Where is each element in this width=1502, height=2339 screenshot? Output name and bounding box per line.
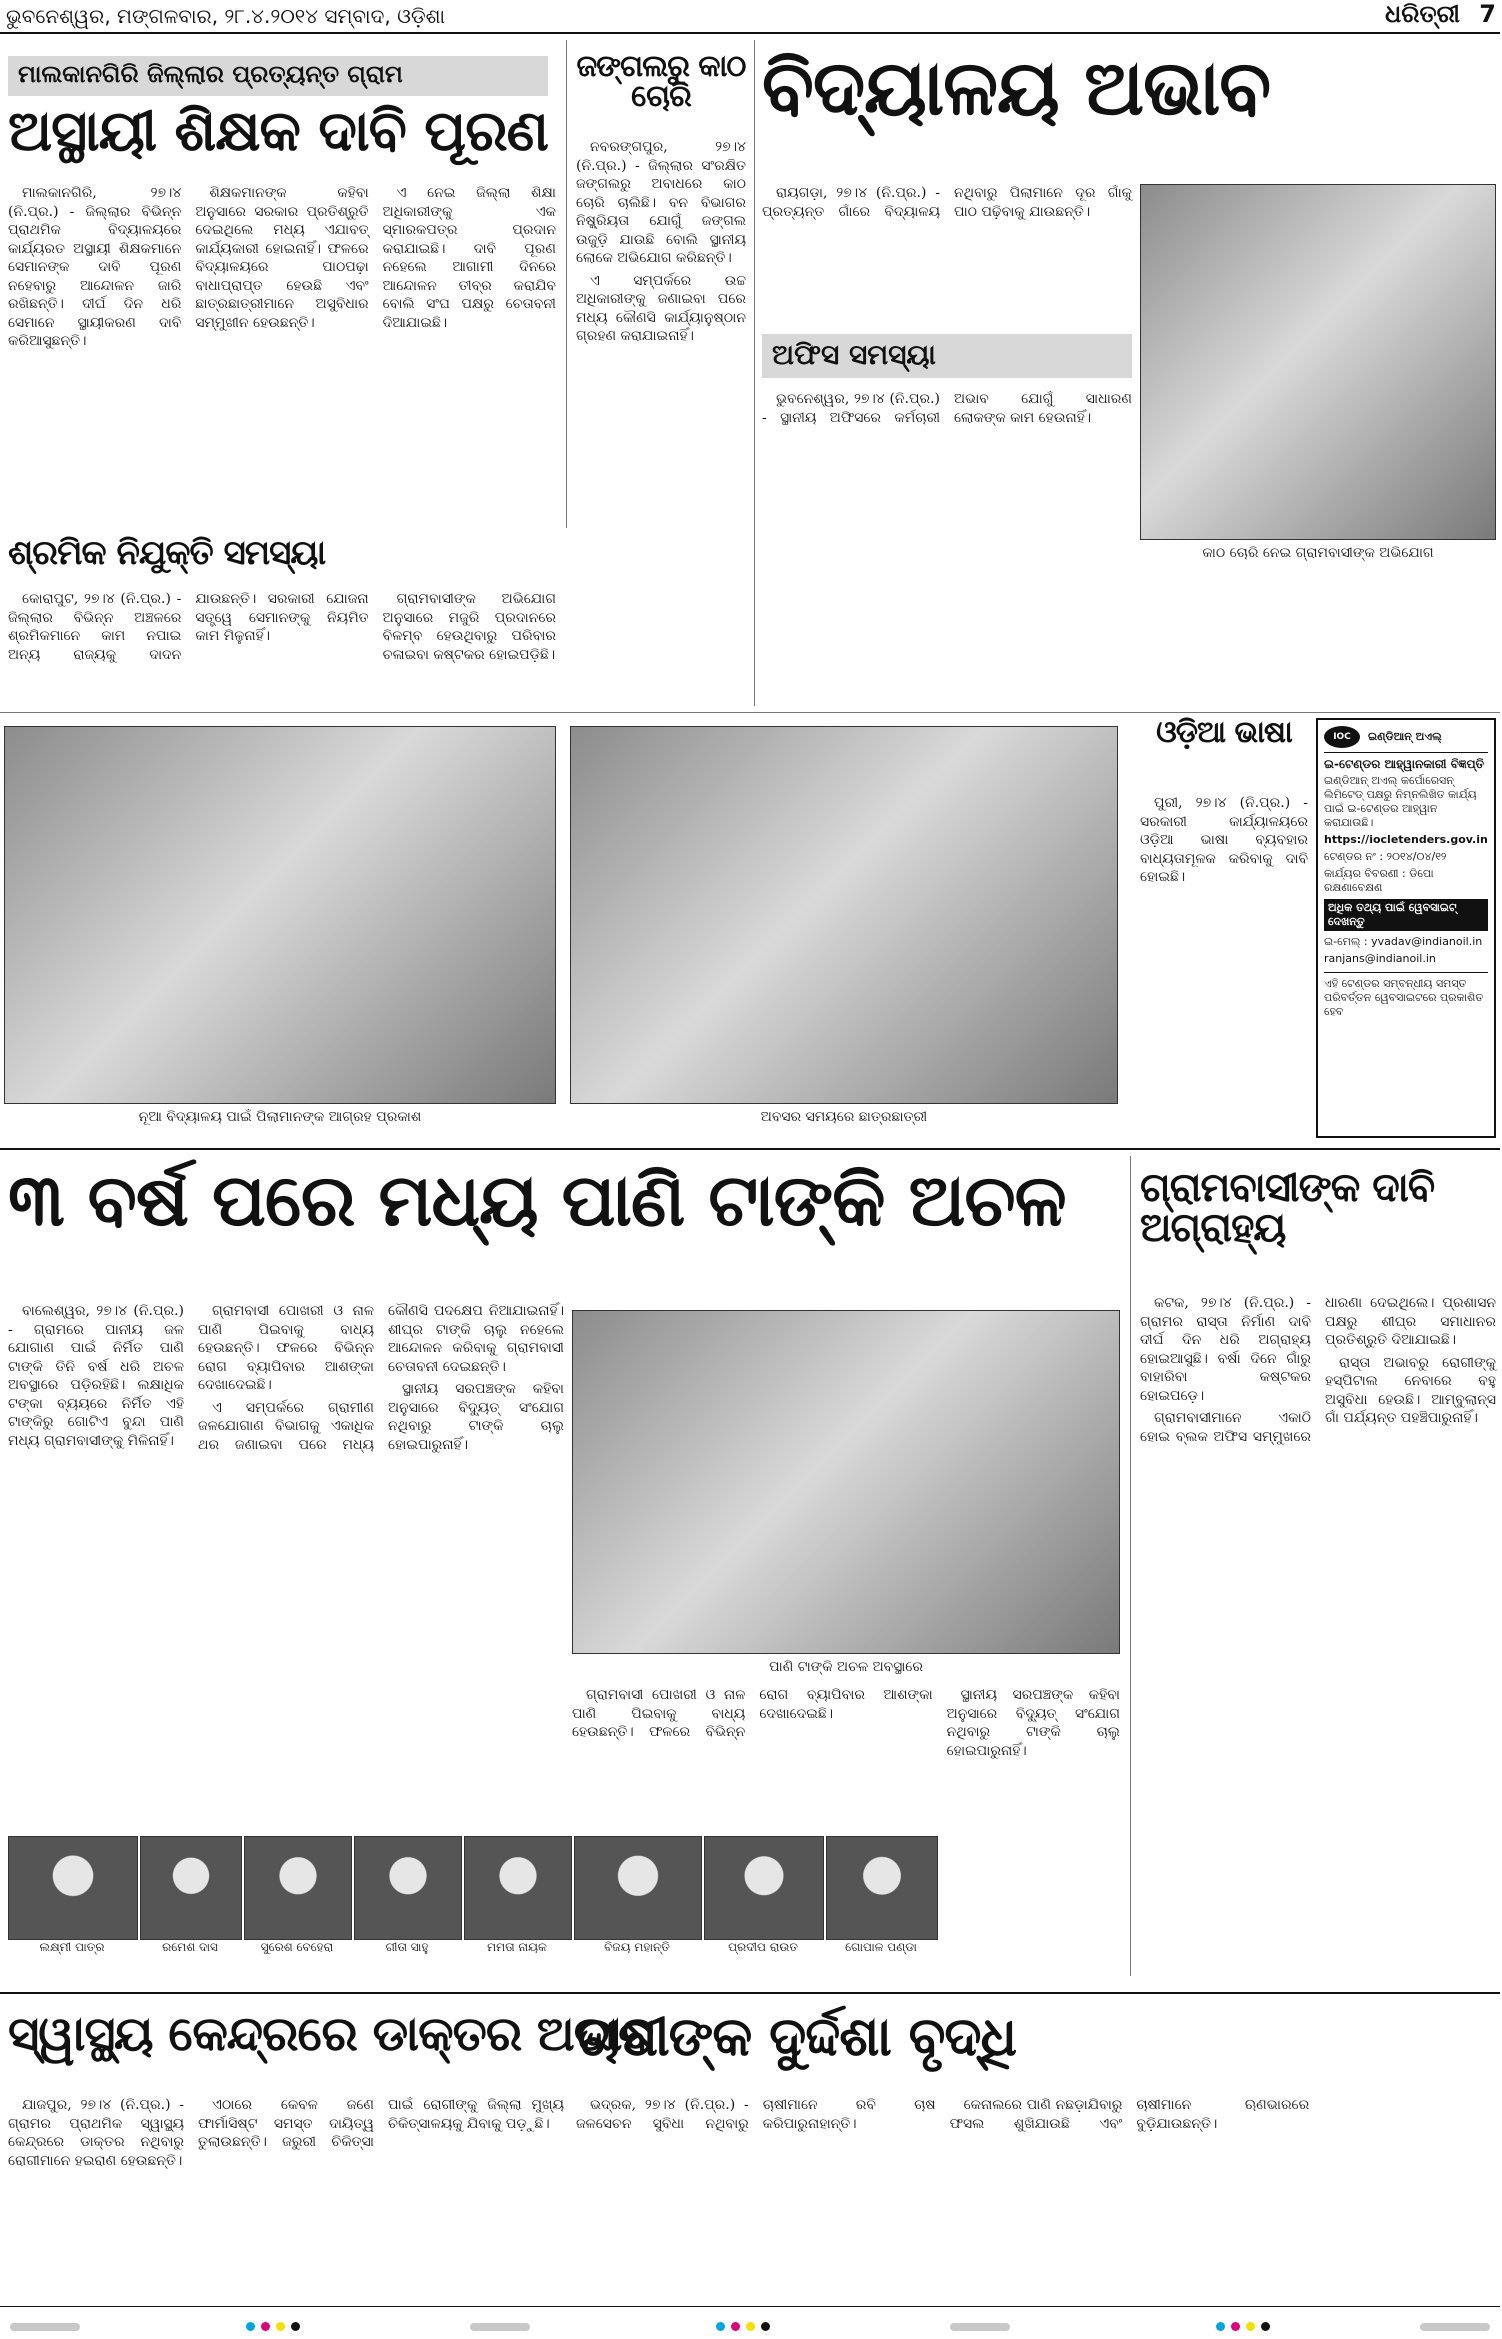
paragraph: ଭୁବନେଶ୍ୱର, ୨୭।୪ (ନି.ପ୍ର.) - ସ୍ଥାନୀୟ ଅଫିସରେ କର୍ମଚାରୀ ଅଭାବ ଯୋଗୁଁ ସାଧାରଣ ଲୋକଙ୍କ କାମ ହେଉନାହିଁ।: [762, 391, 1132, 426]
tender-ad-footer: ଏହି ଟେଣ୍ଡର ସମ୍ବନ୍ଧୀୟ ସମସ୍ତ ପରିବର୍ତ୍ତନ ୱେବସାଇଟରେ ପ୍ରକାଶିତ ହେବ: [1324, 972, 1488, 1019]
portrait-photo: [8, 1836, 138, 1940]
tender-ad-bar: ଅଧିକ ତଥ୍ୟ ପାଇଁ ୱେବସାଇଟ୍ ଦେଖନ୍ତୁ: [1324, 899, 1488, 931]
paragraph: ଏ ନେଇ ଜିଲ୍ଲା ଶିକ୍ଷା ଅଧିକାରୀଙ୍କୁ ଏକ ସ୍ମାରକପତ୍ର ପ୍ରଦାନ କରାଯାଇଛି। ଦାବି ପୂରଣ ନହେଲେ ଆଗାମୀ ଦିନରେ ଆନ୍ଦୋଳନ ତୀବ୍ର କରାଯିବ ବୋଲି ସଂଘ ପକ୍ଷରୁ ଚେତାବନୀ ଦିଆଯାଇଛି।: [382, 185, 556, 331]
section-rule: [0, 712, 1500, 713]
portrait-name: ପ୍ରଦୀପ ରାଉତ: [728, 1940, 798, 1954]
tender-ad-email[interactable]: ଇ-ମେଲ୍ : yvadav@indianoil.in: [1324, 935, 1483, 948]
header-dateline: ଭୁବନେଶ୍ୱର, ମଙ୍ଗଳବାର, ୨୮.୪.୨୦୧୪ ସମ୍ବାଦ, ଓଡ଼ିଶା: [6, 4, 446, 28]
water-tank-caption: ପାଣି ଟାଙ୍କି ଅଚଳ ଅବସ୍ଥାରେ: [769, 1659, 923, 1675]
wood-photo: [1140, 184, 1496, 540]
paragraph: ପୁରୀ, ୨୭।୪ (ନି.ପ୍ର.) - ସରକାରୀ କାର୍ଯ୍ୟାଳୟରେ ଓଡ଼ିଆ ଭାଷା ବ୍ୟବହାର ବାଧ୍ୟତାମୂଳକ କରିବାକୁ ଦାବି ହୋଇଛି।: [1140, 795, 1308, 885]
yellow-mark: [276, 2322, 285, 2331]
tender-ad-line: ଇଣ୍ଡିଆନ୍ ଅଏଲ୍ କର୍ପୋରେସନ୍ ଲିମିଟେଡ୍ ପକ୍ଷରୁ ନିମ୍ନଲିଖିତ କାର୍ଯ୍ୟ ପାଇଁ ଇ-ଟେଣ୍ଡର ଆହ୍ୱାନ କରାଯାଉଛି।: [1324, 774, 1477, 829]
wood-photo-caption: କାଠ ଚୋରି ନେଇ ଗ୍ରାମବାସୀଙ୍କ ଅଭିଯୋଗ: [1202, 545, 1434, 561]
paragraph: କଟକ, ୨୭।୪ (ନି.ପ୍ର.) - ଗ୍ରାମର ରାସ୍ତା ନିର୍ମାଣ ଦାବି ଦୀର୍ଘ ଦିନ ଧରି ଅଗ୍ରାହ୍ୟ ହୋଇଆସୁଛି। ବର୍ଷା ଦିନେ ଗାଁରୁ ବାହାରିବା କଷ୍ଟକର ହୋଇପଡ଼େ।: [1140, 1295, 1311, 1404]
paragraph: କେନାଲରେ ପାଣି ନଛଡ଼ାଯିବାରୁ ଫସଲ ଶୁଖିଯାଉଛି ଏବଂ ଚାଷୀମାନେ ଋଣଭାରରେ ବୁଡ଼ିଯାଉଛନ୍ତି।: [949, 2097, 1310, 2132]
tender-ad-brand-name: ଇଣ୍ଡିଆନ୍ ଅଏଲ୍: [1368, 730, 1442, 743]
story1-body: [8, 184, 556, 520]
page-number: 7: [1479, 0, 1496, 28]
portrait-name: ରମେଶ ଦାସ: [162, 1940, 218, 1954]
column-rule: [754, 40, 755, 706]
paragraph: ଗ୍ରାମବାସୀ ପୋଖରୀ ଓ ନାଳ ପାଣି ପିଇବାକୁ ବାଧ୍ୟ ହେଉଛନ୍ତି। ଫଳରେ ବିଭିନ୍ନ ରୋଗ ବ୍ୟାପିବାର ଆଶଙ୍କା ଦେଖାଦେଇଛି।: [572, 1687, 933, 1740]
portrait-name: ସୁରେଶ ବେହେରା: [260, 1940, 334, 1954]
header-rule: [0, 32, 1500, 34]
paragraph: ରାୟଗଡ଼ା, ୨୭।୪ (ନି.ପ୍ର.) - ପ୍ରତ୍ୟନ୍ତ ଗାଁରେ ବିଦ୍ୟାଳୟ ନଥିବାରୁ ପିଲାମାନେ ଦୂର ଗାଁକୁ ପାଠ ପଢ଼ିବାକୁ ଯାଉଛନ୍ତି।: [762, 185, 1132, 220]
portrait-photo: [244, 1836, 352, 1940]
portrait-name: ଗୀତା ସାହୁ: [385, 1940, 429, 1954]
tender-ad-brand: [1324, 726, 1488, 753]
portrait-name: ଗୋପାଳ ପଣ୍ଡା: [845, 1940, 917, 1954]
cyan-mark: [716, 2322, 725, 2331]
registration-bar: [470, 2323, 530, 2331]
story4-headline: ବିଦ୍ୟାଳୟ ଅଭାବ: [762, 43, 1271, 132]
registration-bar: [1420, 2323, 1490, 2331]
registration-bar: [10, 2323, 80, 2331]
portrait-photo: [826, 1836, 938, 1940]
paragraph: ରାସ୍ତା ଅଭାବରୁ ରୋଗୀଙ୍କୁ ହସ୍ପିଟାଲ ନେବାରେ ବହୁ ଅସୁବିଧା ହେଉଛି। ଆମ୍ବୁଲାନ୍ସ ଗାଁ ପର୍ଯ୍ୟନ୍ତ ପହଞ୍ଚିପାରୁନାହିଁ।: [1325, 1354, 1496, 1426]
story6-body-right: [572, 1686, 1120, 1826]
paragraph: କୋରାପୁଟ, ୨୭।୪ (ନି.ପ୍ର.) - ଜିଲ୍ଲାର ବିଭିନ୍ନ ଅଞ୍ଚଳରେ ଶ୍ରମିକମାନେ କାମ ନପାଇ ଅନ୍ୟ ରାଜ୍ୟକୁ ଦାଦନ ଯାଉଛନ୍ତି। ସରକାରୀ ଯୋଜନା ସତ୍ତ୍ୱେ ସେମାନଙ୍କୁ ନିୟମିତ କାମ ମିଳୁନାହିଁ।: [8, 591, 369, 663]
story1-kicker: ମାଲକାନଗିରି ଜିଲ୍ଲାର ପ୍ରତ୍ୟନ୍ତ ଗ୍ରାମ: [8, 56, 548, 96]
paragraph: ଗ୍ରାମବାସୀଙ୍କ ଅଭିଯୋଗ ଅନୁସାରେ ମଜୁରି ପ୍ରଦାନରେ ବିଳମ୍ବ ହେଉଥିବାରୁ ପରିବାର ଚଳାଇବା କଷ୍ଟକର ହୋଇପଡ଼ିଛି।: [382, 591, 556, 663]
paragraph: ନବରଙ୍ଗପୁର, ୨୭।୪ (ନି.ପ୍ର.) - ଜିଲ୍ଲାର ସଂରକ୍ଷିତ ଜଙ୍ଗଲରୁ ଅବାଧରେ କାଠ ଚୋରି ଚାଲିଛି। ବନ ବିଭାଗର ନିଷ୍କ୍ରିୟତା ଯୋଗୁଁ ଜଙ୍ଗଲ ଉଜୁଡ଼ି ଯାଉଛି ବୋଲି ସ୍ଥାନୀୟ ଲୋକେ ଅଭିଯୋଗ କରିଛନ୍ତି।: [576, 139, 746, 266]
portrait-photo: [464, 1836, 572, 1940]
tender-ad: [1316, 718, 1496, 1138]
portrait-photo: [574, 1836, 702, 1940]
paragraph: ଶିକ୍ଷକମାନଙ୍କ କହିବା ଅନୁସାରେ ସରକାର ପ୍ରତିଶ୍ରୁତି ଦେଇଥିଲେ ମଧ୍ୟ ଏଯାବତ୍ କାର୍ଯ୍ୟକାରୀ ହୋଇନାହିଁ। ଫଳରେ ବିଦ୍ୟାଳୟରେ ପାଠପଢ଼ା ବାଧାପ୍ରାପ୍ତ ହେଉଛି ଏବଂ ଛାତ୍ରଛାତ୍ରୀମାନେ ଅସୁବିଧାର ସମ୍ମୁଖୀନ ହେଉଛନ୍ତି।: [195, 185, 369, 331]
story9-body: [576, 2096, 1496, 2296]
story9-headline: ଚାଷୀଙ୍କ ଦୁର୍ଦ୍ଦଶା ବୃଦ୍ଧି: [576, 2005, 1017, 2068]
story1-headline: ଅସ୍ଥାୟୀ ଶିକ୍ଷକ ଦାବି ପୂରଣ: [8, 99, 548, 164]
color-registration-marks: [246, 2322, 300, 2331]
story7-headline: ଗ୍ରାମବାସୀଙ୍କ ଦାବି ଅଗ୍ରାହ୍ୟ: [1140, 1165, 1435, 1251]
section-rule: [0, 1148, 1500, 1150]
yellow-mark: [1246, 2322, 1255, 2331]
students-photo: [570, 726, 1118, 1104]
indianoil-logo: IOC: [1324, 726, 1360, 748]
black-mark: [291, 2322, 300, 2331]
story6-body-left: [8, 1302, 564, 1826]
tender-ad-line: କାର୍ଯ୍ୟର ବିବରଣୀ : ଡିପୋ ରକ୍ଷଣାବେକ୍ଷଣ: [1324, 867, 1434, 894]
story4-body: [762, 184, 1132, 324]
black-mark: [761, 2322, 770, 2331]
paragraph: ଏ ସମ୍ପର୍କରେ ଗ୍ରାମୀଣ ଜଳଯୋଗାଣ ବିଭାଗକୁ ଏକାଧିକ ଥର ଜଣାଇବା ପରେ ମଧ୍ୟ କୌଣସି ପଦକ୍ଷେପ ନିଆଯାଇନାହିଁ। ଶୀଘ୍ର ଟାଙ୍କି ଚାଲୁ ନହେଲେ ଆନ୍ଦୋଳନ କରିବାକୁ ଗ୍ରାମବାସୀ ଚେତାବନୀ ଦେଇଛନ୍ତି।: [198, 1303, 564, 1453]
story8-body: [8, 2096, 564, 2296]
story3-headline: ଜଙ୍ଗଲରୁ କାଠ ଚୋରି: [576, 49, 746, 114]
story5-body: [762, 390, 1132, 706]
portrait-strip: [8, 1836, 1124, 1962]
yellow-mark: [746, 2322, 755, 2331]
portrait-name: ମମତା ନାୟକ: [487, 1940, 547, 1954]
paragraph: ଏଠାରେ କେବଳ ଜଣେ ଫାର୍ମାସିଷ୍ଟ ସମସ୍ତ ଦାୟିତ୍ୱ ତୁଲାଉଛନ୍ତି। ଜରୁରୀ ଚିକିତ୍ସା ପାଇଁ ରୋଗୀଙ୍କୁ ଜିଲ୍ଲା ମୁଖ୍ୟ ଚିକିତ୍ସାଳୟକୁ ଯିବାକୁ ପଡ଼ୁଛି।: [198, 2097, 564, 2150]
black-mark: [1261, 2322, 1270, 2331]
paragraph: ଯାଜପୁର, ୨୭।୪ (ନି.ପ୍ର.) - ଗ୍ରାମର ପ୍ରାଥମିକ ସ୍ୱାସ୍ଥ୍ୟ କେନ୍ଦ୍ରରେ ଡାକ୍ତର ନଥିବାରୁ ରୋଗୀମାନେ ହଇରାଣ ହେଉଛନ୍ତି।: [8, 2097, 184, 2169]
students-photo-caption: ଅବସର ସମୟରେ ଛାତ୍ରଛାତ୍ରୀ: [760, 1109, 928, 1125]
footer-rule: [0, 2306, 1500, 2307]
cyan-mark: [1216, 2322, 1225, 2331]
tender-ad-email[interactable]: ranjans@indianoil.in: [1324, 952, 1436, 965]
children-photo: [4, 726, 556, 1104]
story8-headline: ସ୍ୱାସ୍ଥ୍ୟ କେନ୍ଦ୍ରରେ ଡାକ୍ତର ଅଭାବ: [8, 2006, 654, 2062]
column-rule: [566, 40, 567, 528]
paragraph: ଭଦ୍ରକ, ୨୭।୪ (ନି.ପ୍ର.) - ଜଳସେଚନ ସୁବିଧା ନଥିବାରୁ ଚାଷୀମାନେ ରବି ଚାଷ କରିପାରୁନାହାନ୍ତି।: [576, 2097, 936, 2132]
tender-ad-website[interactable]: https://iocletenders.gov.in: [1324, 833, 1488, 846]
paragraph: ଗ୍ରାମବାସୀ ପୋଖରୀ ଓ ନାଳ ପାଣି ପିଇବାକୁ ବାଧ୍ୟ ହେଉଛନ୍ତି। ଫଳରେ ବିଭିନ୍ନ ରୋଗ ବ୍ୟାପିବାର ଆଶଙ୍କା ଦେଖାଦେଇଛି।: [198, 1303, 374, 1393]
paragraph: ମାଲକାନଗିରି, ୨୭।୪ (ନି.ପ୍ର.) - ଜିଲ୍ଲାର ବିଭିନ୍ନ ପ୍ରାଥମିକ ବିଦ୍ୟାଳୟରେ କାର୍ଯ୍ୟରତ ଅସ୍ଥାୟୀ ଶିକ୍ଷକମାନେ ସେମାନଙ୍କ ଦାବି ପୂରଣ ନହେବାରୁ ଆନ୍ଦୋଳନ ଜାରି ରଖିଛନ୍ତି। ଦୀର୍ଘ ଦିନ ଧରି ସେମାନେ ସ୍ଥାୟୀକରଣ ଦାବି କରିଆସୁଛନ୍ତି।: [8, 185, 182, 349]
magenta-mark: [1231, 2322, 1240, 2331]
water-tank-photo: [572, 1310, 1120, 1654]
tender-ad-line: ଟେଣ୍ଡର ନଂ : ୨୦୧୪/୦୪/୧୨: [1324, 850, 1447, 863]
magenta-mark: [261, 2322, 270, 2331]
paragraph: ଗ୍ରାମବାସୀମାନେ ଏକାଠି ହୋଇ ବ୍ଲକ ଅଫିସ ସମ୍ମୁଖରେ ଧାରଣା ଦେଇଥିଲେ। ପ୍ରଶାସନ ପକ୍ଷରୁ ଶୀଘ୍ର ସମାଧାନର ପ୍ରତିଶ୍ରୁତି ଦିଆଯାଇଛି।: [1140, 1295, 1496, 1445]
portrait-photo: [354, 1836, 462, 1940]
registration-bar: [950, 2323, 1010, 2331]
color-registration-marks: [1216, 2322, 1270, 2331]
children-photo-caption: ନୂଆ ବିଦ୍ୟାଳୟ ପାଇଁ ପିଲାମାନଙ୍କ ଆଗ୍ରହ ପ୍ରକାଶ: [138, 1109, 422, 1125]
section-name: ଧରିତ୍ରୀ: [1385, 0, 1460, 28]
color-registration-marks: [716, 2322, 770, 2331]
portrait-name: ବିଜୟ ମହାନ୍ତି: [604, 1940, 670, 1954]
story10-body: [1140, 794, 1308, 1134]
portrait-name: ଲକ୍ଷ୍ମୀ ପାତ୍ର: [39, 1940, 105, 1954]
paragraph: ସ୍ଥାନୀୟ ସରପଞ୍ଚଙ୍କ କହିବା ଅନୁସାରେ ବିଦ୍ୟୁତ୍ ସଂଯୋଗ ନଥିବାରୁ ଟାଙ୍କି ଚାଲୁ ହୋଇପାରୁନାହିଁ।: [946, 1687, 1120, 1759]
story10-headline: ଓଡ଼ିଆ ଭାଷା: [1156, 715, 1292, 750]
paragraph: ଏ ସମ୍ପର୍କରେ ଉଚ୍ଚ ଅଧିକାରୀଙ୍କୁ ଜଣାଇବା ପରେ ମଧ୍ୟ କୌଣସି କାର୍ଯ୍ୟାନୁଷ୍ଠାନ ଗ୍ରହଣ କରାଯାଇନାହିଁ।: [576, 272, 746, 344]
story2-body: [8, 590, 556, 706]
section-rule: [0, 1992, 1500, 1994]
portrait-photo: [140, 1836, 242, 1940]
cyan-mark: [246, 2322, 255, 2331]
paragraph: ସ୍ଥାନୀୟ ସରପଞ୍ଚଙ୍କ କହିବା ଅନୁସାରେ ବିଦ୍ୟୁତ୍ ସଂଯୋଗ ନଥିବାରୁ ଟାଙ୍କି ଚାଲୁ ହୋଇପାରୁନାହିଁ।: [388, 1381, 564, 1453]
story5-headline: ଅଫିସ ସମସ୍ୟା: [762, 334, 1132, 378]
portrait-photo: [704, 1836, 824, 1940]
paragraph: ବାଲେଶ୍ୱର, ୨୭।୪ (ନି.ପ୍ର.) - ଗ୍ରାମରେ ପାନୀୟ ଜଳ ଯୋଗାଣ ପାଇଁ ନିର୍ମିତ ପାଣି ଟାଙ୍କି ତିନି ବର୍ଷ ଧରି ଅଚଳ ଅବସ୍ଥାରେ ପଡ଼ିରହିଛି। ଲକ୍ଷାଧିକ ଟଙ୍କା ବ୍ୟୟରେ ନିର୍ମିତ ଏହି ଟାଙ୍କିରୁ ଗୋଟିଏ ବୁନ୍ଦା ପାଣି ମଧ୍ୟ ଗ୍ରାମବାସୀଙ୍କୁ ମିଳିନାହିଁ।: [8, 1303, 184, 1449]
story7-body: [1140, 1294, 1496, 1974]
story2-headline: ଶ୍ରମିକ ନିଯୁକ୍ତି ସମସ୍ୟା: [8, 533, 326, 573]
column-rule: [1130, 1156, 1131, 1976]
story3-body: [576, 138, 746, 706]
story6-headline: ୩ ବର୍ଷ ପରେ ମଧ୍ୟ ପାଣି ଟାଙ୍କି ଅଚଳ: [8, 1158, 1066, 1242]
tender-ad-title: ଇ-ଟେଣ୍ଡର ଆହ୍ୱାନକାରୀ ବିଜ୍ଞପ୍ତି: [1324, 757, 1485, 771]
magenta-mark: [731, 2322, 740, 2331]
